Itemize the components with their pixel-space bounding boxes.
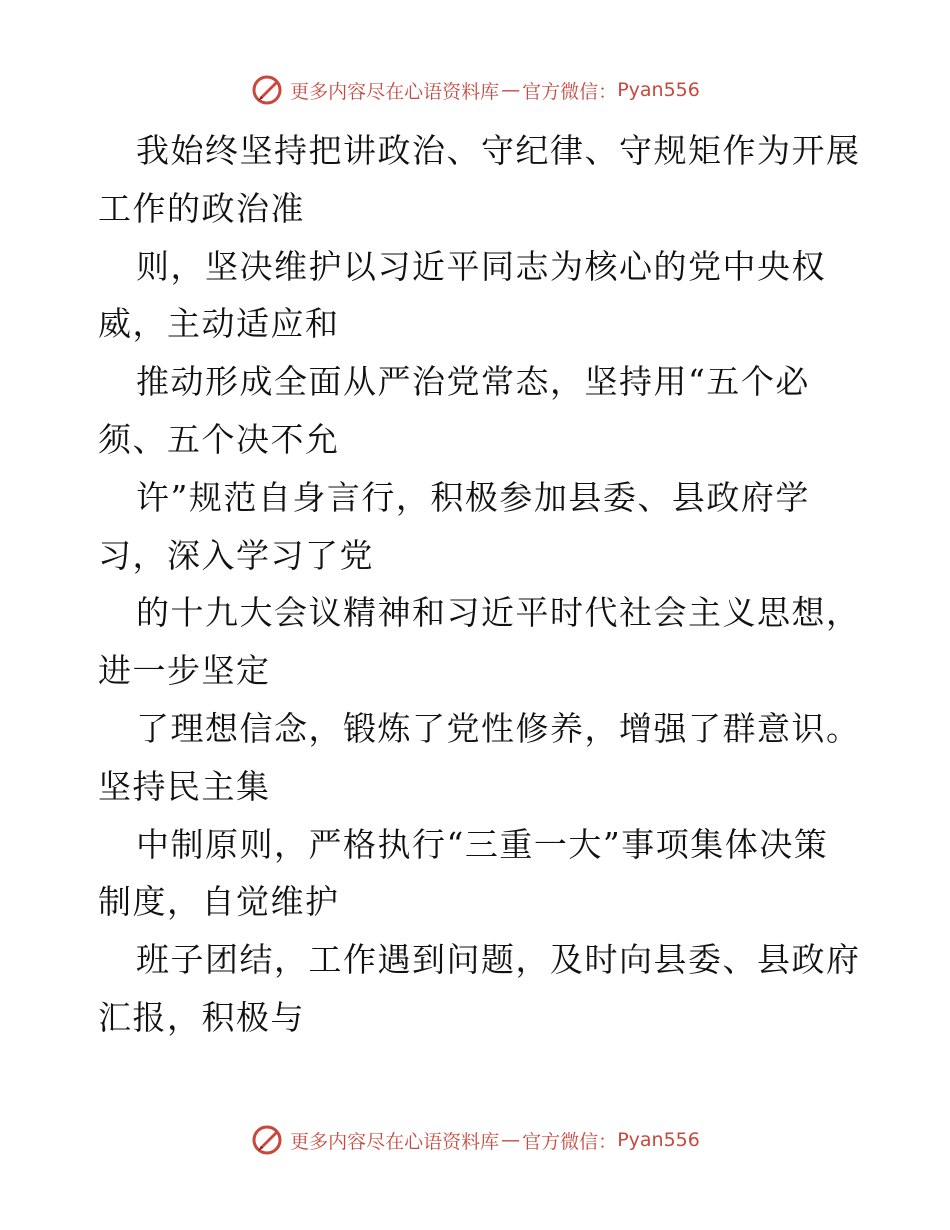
quill-logo-icon (250, 73, 284, 107)
text-line-14: 制度，自觉维护 (98, 882, 340, 922)
text-line-13: 中制原则，严格执行“三重一大”事项集体决策 (136, 824, 829, 864)
quill-logo-icon (250, 1123, 284, 1157)
text-line-16: 汇报，积极与 (98, 997, 305, 1037)
watermark-wechat-id: Pyan556 (617, 79, 700, 101)
text-line-8: 习，深入学习了党 (98, 535, 374, 575)
text-line-10: 进一步坚定 (98, 651, 271, 691)
watermark-label: 官方微信： (522, 80, 618, 103)
watermark-wechat-id: Pyan556 (617, 1129, 700, 1151)
text-line-1: 我始终坚持把讲政治、守纪律、守规矩作为开展 (136, 131, 861, 170)
text-line-5: 推动形成全面从严治党常态，坚持用“五个必 (136, 362, 810, 402)
text-line-15: 班子团结，工作遇到问题，及时向县委、县政府 (136, 940, 861, 980)
text-line-2: 工作的政治准 (98, 188, 305, 228)
text-line-4: 威，主动适应和 (98, 304, 340, 344)
document-body (98, 122, 888, 1047)
watermark-label: 官方微信： (522, 1130, 618, 1153)
text-line-6: 须、五个决不允 (98, 419, 340, 459)
header-watermark (0, 70, 950, 110)
watermark-text: 更多内容尽在心语资料库 (290, 1130, 500, 1153)
footer-watermark (0, 1120, 950, 1160)
text-line-3: 则，坚决维护以习近平同志为核心的党中央权 (136, 246, 826, 286)
watermark-dash: — (501, 79, 521, 101)
text-line-9: 的十九大会议精神和习近平时代社会主义思想， (136, 593, 861, 633)
watermark-dash: — (501, 1129, 521, 1151)
text-line-7: 许”规范自身言行，积极参加县委、县政府学 (136, 477, 810, 517)
watermark-text: 更多内容尽在心语资料库 (290, 80, 500, 103)
text-line-12: 坚持民主集 (98, 766, 271, 806)
text-line-11: 了理想信念，锻炼了党性修养，增强了群意识。 (136, 708, 861, 748)
